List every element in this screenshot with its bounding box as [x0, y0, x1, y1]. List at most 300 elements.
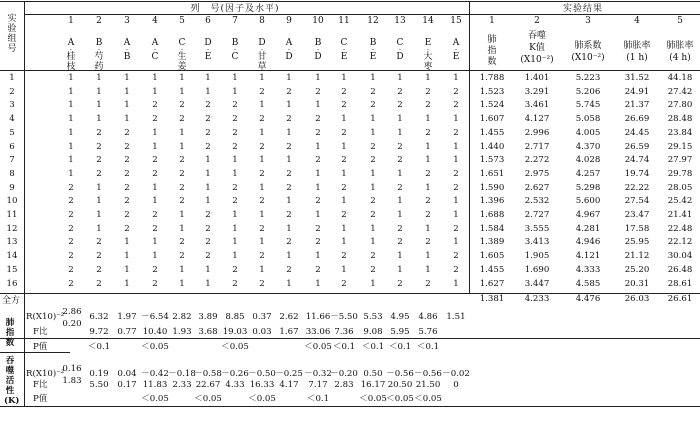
- factor-code: A: [123, 38, 131, 48]
- header-divider: [0, 70, 700, 71]
- column-number: 2: [96, 16, 102, 26]
- result-cell: 28.05: [667, 182, 693, 193]
- level-cell: 1: [315, 251, 321, 262]
- phago-f-value: 5.50: [89, 380, 109, 390]
- level-cell: 2: [205, 223, 211, 234]
- phago-f-value: 4.17: [279, 380, 299, 390]
- column-number: 8: [259, 16, 265, 26]
- level-cell: 2: [124, 141, 130, 152]
- phago-f-label: F比: [33, 380, 48, 390]
- lung-f-value: 0.77: [117, 327, 137, 337]
- level-cell: 1: [341, 237, 347, 248]
- column-number: 1: [68, 16, 74, 26]
- total-row-label: 全方: [2, 296, 21, 306]
- result-cell: 17.58: [624, 223, 650, 234]
- level-cell: 2: [68, 237, 74, 248]
- level-cell: 1: [96, 86, 102, 97]
- factor-code: D: [258, 38, 266, 48]
- result-cell: 3.555: [524, 223, 550, 234]
- level-cell: 1: [370, 127, 376, 138]
- lung-f-value: 7.36: [334, 327, 354, 337]
- level-cell: 1: [370, 237, 376, 248]
- level-cell: 1: [453, 114, 459, 125]
- phago-f-value: 0: [453, 380, 459, 390]
- level-cell: 2: [370, 141, 376, 152]
- factor-label: [312, 38, 324, 62]
- factor-code: C: [178, 38, 186, 48]
- level-cell: 1: [205, 278, 211, 289]
- phago-f-value: 16.17: [360, 380, 386, 390]
- separator-dot: ·: [97, 46, 101, 54]
- group-label-char: 噬: [5, 366, 15, 376]
- result-cell: 2.627: [524, 182, 550, 193]
- column-number: 12: [367, 16, 379, 26]
- factor-code: C: [396, 38, 404, 48]
- total-result-cell: 1.381: [479, 294, 505, 305]
- level-cell: 1: [425, 223, 431, 234]
- phago-f-value: 7.17: [308, 380, 328, 390]
- phago-f-value: 11.83: [142, 380, 168, 390]
- level-cell: 2: [152, 210, 158, 220]
- group-label-char: 肺: [5, 318, 15, 328]
- phago-r-value: －0.26: [221, 369, 249, 379]
- level-cell: 2: [425, 237, 431, 248]
- level-cell: 1: [205, 168, 211, 179]
- factor-name: 生姜: [177, 52, 187, 72]
- result-cell: 1.690: [524, 264, 550, 275]
- level-cell: 2: [315, 196, 321, 207]
- lung-f-label: F比: [33, 327, 48, 337]
- factor-code: B: [369, 38, 377, 48]
- level-cell: 1: [179, 141, 185, 152]
- level-cell: 1: [286, 196, 292, 207]
- result-cell: 5.223: [575, 73, 601, 83]
- factor-name: 甘草: [257, 52, 267, 72]
- level-cell: 1: [286, 278, 292, 289]
- level-cell: 1: [259, 73, 265, 83]
- lung-r-value: 4.86: [418, 312, 438, 322]
- result-cell: 23.47: [624, 210, 650, 220]
- result-cell: 27.42: [667, 86, 693, 97]
- level-cell: 2: [179, 168, 185, 179]
- result-cell: 1.590: [479, 182, 505, 193]
- phago-p-value: ＜0.05: [359, 394, 387, 404]
- result-group-title: 实验结果: [562, 4, 604, 14]
- result-cell: 4.028: [575, 155, 601, 166]
- result-cell: 26.48: [667, 264, 693, 275]
- lung-f-value: 10.40: [142, 327, 168, 337]
- level-cell: 1: [124, 237, 130, 248]
- separator-dot: ·: [287, 46, 291, 54]
- factor-label: [202, 38, 214, 62]
- level-cell: 2: [315, 264, 321, 275]
- lung-r-value: 2.82: [172, 312, 192, 322]
- level-cell: 1: [68, 127, 74, 138]
- phago-r-value: －0.58: [194, 369, 222, 379]
- level-cell: 1: [397, 114, 403, 125]
- level-cell: 2: [96, 127, 102, 138]
- level-cell: 1: [315, 168, 321, 179]
- factor-label: [256, 38, 268, 72]
- level-cell: 2: [370, 86, 376, 97]
- result-label-line: 吞噬: [527, 31, 546, 41]
- level-cell: 1: [179, 86, 185, 97]
- row-id: 3: [9, 100, 15, 111]
- level-cell: 2: [453, 251, 459, 262]
- level-cell: 1: [453, 210, 459, 220]
- level-cell: 2: [341, 127, 347, 138]
- result-cell: 21.12: [624, 251, 650, 262]
- lung-r-value: －6.54: [141, 312, 169, 322]
- level-cell: 2: [259, 251, 265, 262]
- result-cell: 1.396: [479, 196, 505, 207]
- result-cell: 22.48: [667, 223, 693, 234]
- level-cell: 2: [341, 155, 347, 166]
- phago-r-value: －0.56: [414, 369, 442, 379]
- level-cell: 2: [286, 141, 292, 152]
- level-cell: 2: [68, 196, 74, 207]
- level-cell: 1: [341, 223, 347, 234]
- column-number: 13: [394, 16, 406, 26]
- level-cell: 1: [453, 278, 459, 289]
- lung-r-value: 6.32: [89, 312, 109, 322]
- result-cell: 4.005: [575, 127, 601, 138]
- level-cell: 1: [259, 100, 265, 111]
- level-cell: 2: [286, 182, 292, 193]
- level-cell: 2: [397, 182, 403, 193]
- result-label-line: 肺: [487, 35, 497, 45]
- factor-label: [176, 38, 188, 72]
- row-id: 9: [9, 182, 15, 193]
- level-cell: 2: [370, 155, 376, 166]
- level-cell: 2: [96, 237, 102, 248]
- level-cell: 2: [341, 251, 347, 262]
- lung-r-value: 1.51: [446, 312, 466, 322]
- level-cell: 1: [205, 182, 211, 193]
- result-cell: 5.206: [575, 86, 601, 97]
- level-cell: 2: [179, 196, 185, 207]
- level-cell: 1: [232, 86, 238, 97]
- level-cell: 1: [232, 210, 238, 220]
- lung-r-value: 5.53: [363, 312, 383, 322]
- level-cell: 2: [286, 168, 292, 179]
- result-cell: 22.22: [624, 182, 650, 193]
- phago-r-value: －0.20: [330, 369, 358, 379]
- column-number: 10: [312, 16, 324, 26]
- level-cell: 2: [453, 86, 459, 97]
- result-cell: 24.45: [624, 127, 650, 138]
- level-cell: 1: [397, 210, 403, 220]
- level-cell: 1: [152, 182, 158, 193]
- result-cell: 4.946: [575, 237, 601, 248]
- level-cell: 2: [205, 127, 211, 138]
- result-number: 4: [634, 16, 640, 26]
- factor-name: E: [204, 52, 212, 62]
- result-label-line: K值: [529, 43, 545, 53]
- separator-dot: ·: [371, 46, 375, 54]
- result-number: 1: [489, 16, 495, 26]
- result-cell: 1.524: [479, 100, 505, 111]
- level-cell: 1: [397, 73, 403, 83]
- result-label: [655, 40, 700, 64]
- factor-label: [394, 38, 406, 62]
- result-cell: 25.42: [667, 196, 693, 207]
- factor-name: D: [285, 52, 293, 62]
- level-cell: 2: [315, 223, 321, 234]
- level-cell: 2: [68, 223, 74, 234]
- factor-code: C: [340, 38, 348, 48]
- level-cell: 1: [397, 168, 403, 179]
- level-cell: 2: [425, 278, 431, 289]
- result-label-line: 肺胀率: [666, 41, 694, 51]
- result-cell: 1.651: [479, 168, 505, 179]
- level-cell: 2: [286, 210, 292, 220]
- phago-r-value: －0.02: [442, 369, 470, 379]
- factor-label: [149, 38, 161, 62]
- level-cell: 1: [205, 155, 211, 166]
- column-number: 5: [179, 16, 185, 26]
- factor-code: B: [95, 38, 103, 48]
- factor-name: C: [151, 52, 159, 62]
- phago-r-value: 0.50: [363, 369, 383, 379]
- column-number: 15: [450, 16, 462, 26]
- separator-dot: ·: [398, 46, 402, 54]
- level-cell: 2: [425, 86, 431, 97]
- result-number: 2: [534, 16, 540, 26]
- level-cell: 1: [341, 264, 347, 275]
- level-cell: 2: [232, 114, 238, 125]
- level-cell: 2: [179, 237, 185, 248]
- result-cell: 1.401: [524, 73, 550, 83]
- level-cell: 2: [96, 278, 102, 289]
- level-cell: 2: [259, 196, 265, 207]
- separator-dot: ·: [260, 46, 264, 54]
- level-cell: 2: [152, 155, 158, 166]
- level-cell: 2: [205, 114, 211, 125]
- row-id: 5: [9, 127, 15, 138]
- level-cell: 1: [286, 251, 292, 262]
- separator-dot: ·: [125, 46, 129, 54]
- phago-extra-value: 0.16: [62, 364, 82, 374]
- lung-r-value: 1.97: [117, 312, 137, 322]
- level-cell: 2: [341, 86, 347, 97]
- result-cell: 24.91: [624, 86, 650, 97]
- result-cell: 27.80: [667, 100, 693, 111]
- factor-label: [121, 38, 133, 62]
- level-cell: 2: [259, 114, 265, 125]
- row-id: 2: [9, 86, 15, 97]
- column-number: 11: [338, 16, 350, 26]
- phago-f-value: 16.33: [249, 380, 275, 390]
- lung-p-value: ＜0.05: [141, 342, 169, 352]
- result-label-line: 数: [487, 57, 497, 67]
- level-cell: 1: [286, 73, 292, 83]
- phago-p-value: ＜0.05: [194, 394, 222, 404]
- level-cell: 2: [286, 237, 292, 248]
- level-cell: 2: [315, 127, 321, 138]
- level-cell: 2: [232, 141, 238, 152]
- level-cell: 2: [232, 264, 238, 275]
- lung-extra-value: 0.20: [62, 319, 82, 329]
- factor-code: A: [151, 38, 159, 48]
- result-cell: 5.745: [575, 100, 601, 111]
- level-cell: 1: [152, 237, 158, 248]
- level-cell: 2: [370, 251, 376, 262]
- factor-name: 桂枝: [66, 52, 76, 72]
- result-number-rule: [469, 14, 700, 15]
- level-cell: 2: [124, 223, 130, 234]
- level-cell: 1: [341, 168, 347, 179]
- level-cell: 2: [205, 100, 211, 111]
- separator-dot: ·: [316, 46, 320, 54]
- result-cell: 2.272: [524, 155, 550, 166]
- phago-p-value: ＜0.1: [306, 394, 330, 404]
- lung-r-value: 0.37: [252, 312, 272, 322]
- level-cell: 1: [179, 264, 185, 275]
- level-cell: 2: [453, 264, 459, 275]
- total-result-cell: 26.03: [624, 294, 650, 305]
- level-cell: 1: [315, 73, 321, 83]
- result-cell: 4.281: [575, 223, 601, 234]
- level-cell: 1: [124, 264, 130, 275]
- level-cell: 1: [232, 168, 238, 179]
- result-cell: 1.573: [479, 155, 505, 166]
- result-cell: 1.905: [524, 251, 550, 262]
- result-cell: 29.15: [667, 141, 693, 152]
- level-cell: 2: [68, 210, 74, 220]
- level-cell: 1: [259, 237, 265, 248]
- phago-r-value: 0.19: [89, 369, 109, 379]
- level-cell: 1: [453, 73, 459, 83]
- stats-label-divider: [24, 293, 25, 406]
- level-cell: 2: [370, 264, 376, 275]
- level-cell: 2: [179, 114, 185, 125]
- lung-p-value: ＜0.1: [388, 342, 412, 352]
- level-cell: 1: [152, 251, 158, 262]
- result-cell: 25.95: [624, 237, 650, 248]
- level-cell: 1: [152, 73, 158, 83]
- phago-f-value: 0.17: [117, 380, 137, 390]
- level-cell: 1: [152, 196, 158, 207]
- level-cell: 1: [96, 210, 102, 220]
- level-cell: 2: [425, 127, 431, 138]
- phago-r-value: －0.25: [275, 369, 303, 379]
- result-cell: 5.058: [575, 114, 601, 125]
- lung-r-value: －5.50: [330, 312, 358, 322]
- lung-r-value: 4.95: [390, 312, 410, 322]
- level-cell: 2: [286, 114, 292, 125]
- separator-dot: ·: [233, 46, 237, 54]
- result-label: [563, 40, 613, 64]
- bottom-border: [0, 406, 700, 407]
- group-label-char: 活: [5, 376, 15, 386]
- result-cell: 3.413: [524, 237, 550, 248]
- factor-name: D: [396, 52, 404, 62]
- result-cell: 2.717: [524, 141, 550, 152]
- result-cell: 23.84: [667, 127, 693, 138]
- separator-dot: ·: [342, 46, 346, 54]
- phago-r-value: －0.56: [386, 369, 414, 379]
- result-cell: 3.447: [524, 278, 550, 289]
- level-cell: 2: [370, 210, 376, 220]
- level-cell: 2: [124, 182, 130, 193]
- level-cell: 1: [286, 100, 292, 111]
- row-group-label: 实验组号: [7, 14, 17, 54]
- result-cell: 21.37: [624, 100, 650, 111]
- phago-r-value: －0.50: [248, 369, 276, 379]
- column-number: 3: [124, 16, 130, 26]
- level-cell: 1: [124, 251, 130, 262]
- level-cell: 2: [397, 100, 403, 111]
- result-number: 3: [585, 16, 591, 26]
- level-cell: 2: [152, 100, 158, 111]
- phago-f-value: 2.33: [172, 380, 192, 390]
- level-cell: 2: [205, 251, 211, 262]
- level-cell: 1: [286, 223, 292, 234]
- separator-dot: ·: [206, 46, 210, 54]
- level-cell: 1: [425, 73, 431, 83]
- phago-f-value: 21.50: [415, 380, 441, 390]
- level-cell: 2: [205, 237, 211, 248]
- level-cell: 1: [259, 210, 265, 220]
- level-cell: 2: [397, 155, 403, 166]
- level-cell: 2: [68, 251, 74, 262]
- level-cell: 2: [425, 100, 431, 111]
- lung-r-value: 8.85: [225, 312, 245, 322]
- result-cell: 27.97: [667, 155, 693, 166]
- phago-p-value: ＜0.05: [248, 394, 276, 404]
- level-cell: 1: [370, 182, 376, 193]
- level-cell: 1: [205, 86, 211, 97]
- phago-p-value: ＜0.05: [386, 394, 414, 404]
- level-cell: 1: [425, 251, 431, 262]
- lung-r-value: 11.66: [305, 312, 331, 322]
- level-cell: 1: [315, 278, 321, 289]
- level-cell: 2: [96, 251, 102, 262]
- separator-dot: ·: [153, 46, 157, 54]
- phago-r-value: －0.32: [304, 369, 332, 379]
- level-cell: 2: [205, 210, 211, 220]
- level-cell: 2: [259, 141, 265, 152]
- level-cell: 1: [232, 251, 238, 262]
- level-cell: 1: [370, 114, 376, 125]
- level-cell: 1: [341, 114, 347, 125]
- level-cell: 2: [68, 278, 74, 289]
- level-cell: 1: [425, 155, 431, 166]
- phago-f-value: 22.67: [195, 380, 221, 390]
- column-group-title: 列 号(因子及水平): [190, 4, 280, 14]
- level-cell: 2: [124, 127, 130, 138]
- row-id: 10: [6, 196, 18, 207]
- result-cell: 26.69: [624, 114, 650, 125]
- level-cell: 2: [286, 86, 292, 97]
- result-label-line: (X10⁻²): [520, 55, 554, 65]
- level-cell: 1: [341, 73, 347, 83]
- level-cell: 2: [152, 114, 158, 125]
- level-cell: 1: [96, 223, 102, 234]
- factor-code: B: [314, 38, 322, 48]
- level-cell: 2: [341, 278, 347, 289]
- group-label-char: 性: [5, 386, 15, 396]
- column-number: 7: [232, 16, 238, 26]
- group-label-char: (K): [4, 396, 20, 406]
- lung-p-value: ＜0.1: [87, 342, 111, 352]
- level-cell: 1: [425, 114, 431, 125]
- lung-p-label: P值: [33, 342, 48, 352]
- level-cell: 2: [397, 223, 403, 234]
- level-cell: 2: [124, 168, 130, 179]
- level-cell: 1: [453, 237, 459, 248]
